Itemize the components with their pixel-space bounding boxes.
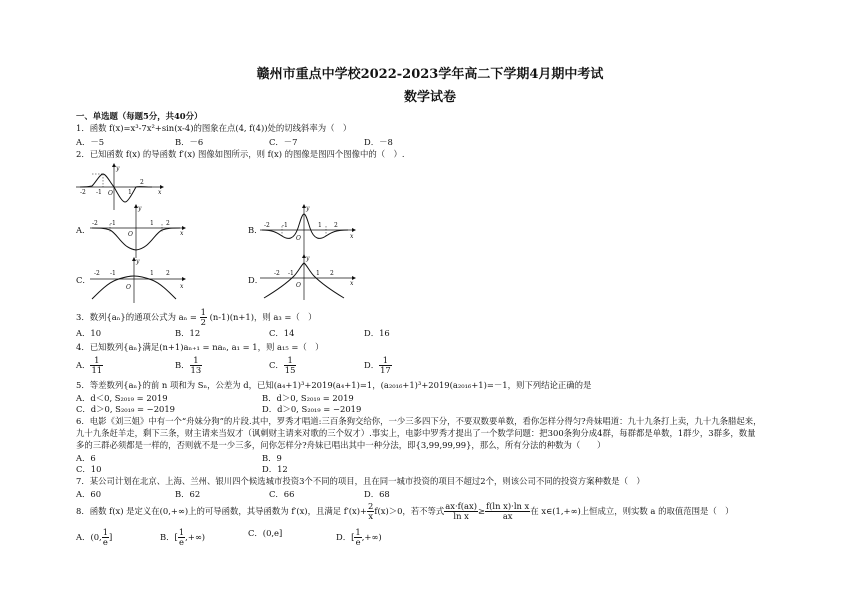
q8-option-d-letter: D． <box>336 532 352 542</box>
q8-f1-den: x <box>368 511 374 521</box>
q1-option-b: B．－6 <box>175 137 204 147</box>
q4-option-b <box>175 356 202 375</box>
q3-stem <box>76 307 317 327</box>
q4-option-c <box>269 356 296 375</box>
q4-b-numerator: 1 <box>190 356 203 366</box>
q2-b-tick-1: 1 <box>318 222 322 229</box>
q8-a-open: (0, <box>90 532 102 542</box>
q2-a-tick-neg2: -2 <box>92 220 98 227</box>
q2-d-tick-1: 1 <box>316 270 320 277</box>
q5-option-d: D．d＞0, S₂₀₁₉ = −2019 <box>262 404 362 414</box>
q2-b-tick-2: 2 <box>334 222 338 229</box>
q2-d-origin: O <box>296 282 301 289</box>
q4-option-c-letter: C． <box>269 360 284 370</box>
q6-option-c: C．10 <box>76 464 102 474</box>
q2-d-tick-2: 2 <box>330 270 334 277</box>
q8-a-den: e <box>102 537 108 547</box>
q5-option-b: B．d＞0, S₂₀₁₉ = 2019 <box>262 393 354 403</box>
q8-fraction-3 <box>485 502 530 521</box>
q8-option-c <box>248 528 282 539</box>
q2-label-d: D． <box>248 275 264 285</box>
q4-option-a-letter: A． <box>76 360 91 370</box>
q8-option-d <box>336 528 382 547</box>
q8-c-interval: (0,e] <box>262 528 283 538</box>
q4-d-numerator: 1 <box>379 356 392 366</box>
q2-graph-b <box>258 204 358 260</box>
q8-f3-num: f(ln x)·ln x <box>486 501 530 511</box>
q2-main-x-label: x <box>158 189 162 196</box>
q8-d-open: [ <box>351 532 355 542</box>
q8-stem <box>76 500 733 522</box>
q2-main-origin: O <box>108 190 113 197</box>
q3-option-c: C．14 <box>269 328 295 338</box>
q1-option-a: A．－5 <box>76 137 105 147</box>
q2-a-x-label: x <box>180 230 184 237</box>
q2-c-tick-neg1: -1 <box>110 270 116 277</box>
q1-option-c: C．－7 <box>269 137 298 147</box>
section-heading: 一、单选题（每题5分，共40分） <box>76 111 203 121</box>
q2-b-x-label: x <box>350 233 354 240</box>
q3-fraction <box>200 308 207 327</box>
q2-label-a: A． <box>76 225 91 235</box>
q2-main-tick-1: 1 <box>128 189 132 196</box>
q4-b-denominator: 13 <box>190 365 202 375</box>
q3-option-d: D．16 <box>364 328 390 338</box>
q3-frac-denominator: 2 <box>200 317 206 327</box>
q8-a-num: 1 <box>102 527 109 537</box>
q2-main-tick-2: 2 <box>140 179 144 186</box>
q8-b-open: [ <box>174 532 178 542</box>
q8-f1-num: 2 <box>368 501 374 511</box>
q7-option-c: C．66 <box>269 489 295 499</box>
q2-graph-d <box>258 254 358 302</box>
q1-stem: 1．函数 f(x)=x³-7x²+sin(x-4)的图象在点(4, f(4))处的切线斜率为（ ） <box>76 123 352 133</box>
q8-option-a <box>76 528 112 547</box>
q4-stem: 4．已知数列{aₙ}满足(n+1)aₙ₊₁ = naₙ, a₁ = 1，则 a₁₅ =（ ） <box>76 342 324 352</box>
q2-a-tick-1: 1 <box>150 220 154 227</box>
q2-d-x-label: x <box>350 280 354 287</box>
q5-option-c: C．d＞0, S₂₀₁₉ = −2019 <box>76 404 176 414</box>
q3-stem-a: 3．数列{aₙ}的通项公式为 aₙ = <box>76 312 197 322</box>
q8-f2-den: ln x <box>453 511 469 521</box>
q8-a-close: ] <box>109 532 113 542</box>
q7-option-b: B．62 <box>175 489 201 499</box>
q2-c-tick-2: 2 <box>166 270 170 277</box>
q8-stem-a: 8．函数 f(x) 是定义在(0,+∞)上的可导函数，其导函数为 f′(x)，且满足 f′(x)+ <box>76 506 368 516</box>
q2-main-y-label: y <box>116 165 120 172</box>
q2-b-tick-neg1: -1 <box>282 222 288 229</box>
q8-stem-c: 在 x∈(1,+∞)上恒成立，则实数 a 的取值范围是（ ） <box>530 506 734 516</box>
q2-main-tick-neg2: -2 <box>80 189 86 196</box>
q8-option-c-letter: C． <box>248 528 263 538</box>
q8-option-b <box>160 528 205 547</box>
q8-d-den: e <box>355 537 361 547</box>
exam-subtitle: 数学试卷 <box>403 90 456 105</box>
q8-d-num: 1 <box>355 527 361 537</box>
q2-label-c: C． <box>76 275 91 285</box>
q4-option-b-letter: B． <box>175 360 190 370</box>
q3-option-b: B．12 <box>175 328 201 338</box>
q8-f2-num: ax·f(ax) <box>445 501 478 511</box>
q2-stem: 2．已知函数 f(x) 的导函数 f′(x) 图像如图所示，则 f(x) 的图像是图四个图像中的（ ）. <box>76 149 405 159</box>
q8-fraction-2 <box>444 502 478 521</box>
q2-a-y-label: y <box>138 205 142 212</box>
q2-b-origin: O <box>296 235 301 242</box>
q6-line-1: 6．电影《刘三姐》中有一个“舟妹分狗”的片段.其中，罗秀才唱道:三百条狗交给你，一少三多四下分，不要双数要单数，看你怎样分得匀?舟妹唱道：九十九条打上卖，九十九条腊起来， <box>76 416 762 426</box>
q6-option-b: B．9 <box>262 453 282 463</box>
q2-a-origin: O <box>128 231 133 238</box>
q8-ge: ≥ <box>478 506 486 516</box>
q3-stem-b: (n-1)(n+1)，则 a₃ =（ ） <box>209 312 317 322</box>
q8-b-close: ,+∞) <box>185 532 206 542</box>
q6-option-d: D．12 <box>262 464 288 474</box>
q2-a-tick-neg1: -1 <box>110 220 116 227</box>
q8-option-a-letter: A． <box>76 532 91 542</box>
q2-c-tick-neg2: -2 <box>94 270 100 277</box>
q3-option-a: A．10 <box>76 328 102 338</box>
q7-stem: 7．某公司计划在北京、上海、兰州、银川四个候选城市投资3个不同的项目，且在同一城市投资的项目不超过2个，则该公司不同的投资方案种数是（ ） <box>76 476 645 486</box>
q8-b-den: e <box>179 537 184 547</box>
q4-a-numerator: 1 <box>90 356 103 366</box>
q2-graph-c <box>88 257 188 305</box>
q4-d-denominator: 17 <box>380 365 391 375</box>
q5-stem: 5．等差数列{aₙ}的前 n 项和为 Sₙ，公差为 d，已知(a₄+1)³+2019(a₄+1)=1，(a₂₀₁₆+1)³+2019(a₂₀₁₆+1)=－1，则下列结论正确的是 <box>76 380 592 390</box>
q2-b-tick-neg2: -2 <box>264 222 270 229</box>
q2-c-tick-1: 1 <box>150 270 154 277</box>
q6-line-2: 九十九条赶羊走，剩下三条，财主请来当奴才（讽刺财主请来对歌的三个奴才）.事实上，电影中罗秀才提出了一个数学问题：把300条狗分成4群，每群都是单数，1群少，3群多，数量 <box>76 428 756 438</box>
q7-option-d: D．68 <box>364 489 390 499</box>
q7-option-a: A．60 <box>76 489 102 499</box>
exam-title: 赣州市重点中学校2022-2023学年高二下学期4月期中考试 <box>256 67 604 82</box>
q2-d-tick-neg1: -1 <box>288 270 294 277</box>
q4-c-denominator: 15 <box>284 365 296 375</box>
q6-option-a: A．6 <box>76 453 96 463</box>
q4-option-d-letter: D． <box>364 360 380 370</box>
q8-stem-b: f(x)＞0，若不等式 <box>374 506 445 516</box>
q2-b-y-label: y <box>306 205 310 212</box>
q2-main-tick-neg1: -1 <box>96 189 102 196</box>
q2-a-tick-2: 2 <box>166 220 170 227</box>
q4-a-denominator: 11 <box>91 365 103 375</box>
q2-c-origin: O <box>126 284 131 291</box>
q4-c-numerator: 1 <box>284 356 297 366</box>
q2-d-y-label: y <box>306 255 310 262</box>
q2-graph-a <box>88 204 188 260</box>
q2-label-b: B． <box>248 225 263 235</box>
q4-option-d <box>364 356 392 375</box>
q8-option-b-letter: B． <box>160 532 175 542</box>
q2-d-tick-neg2: -2 <box>274 270 280 277</box>
q3-frac-numerator: 1 <box>200 307 206 317</box>
q8-b-num: 1 <box>178 527 185 537</box>
q2-c-x-label: x <box>180 283 184 290</box>
q2-c-y-label: y <box>136 258 140 265</box>
q8-f3-den: ax <box>502 511 513 521</box>
q5-option-a: A．d＜0, S₂₀₁₉ = 2019 <box>76 393 168 403</box>
q4-option-a <box>76 356 103 375</box>
q8-d-close: ,+∞) <box>361 532 382 542</box>
q1-option-d: D．－8 <box>364 137 393 147</box>
q6-line-3: 多的三群必须都是一样的，否则就不是一少三多，问你怎样分?舟妹已唱出其中一种分法，即{3,99,99,99}，那么，所有分法的种数为（ ） <box>76 440 606 450</box>
